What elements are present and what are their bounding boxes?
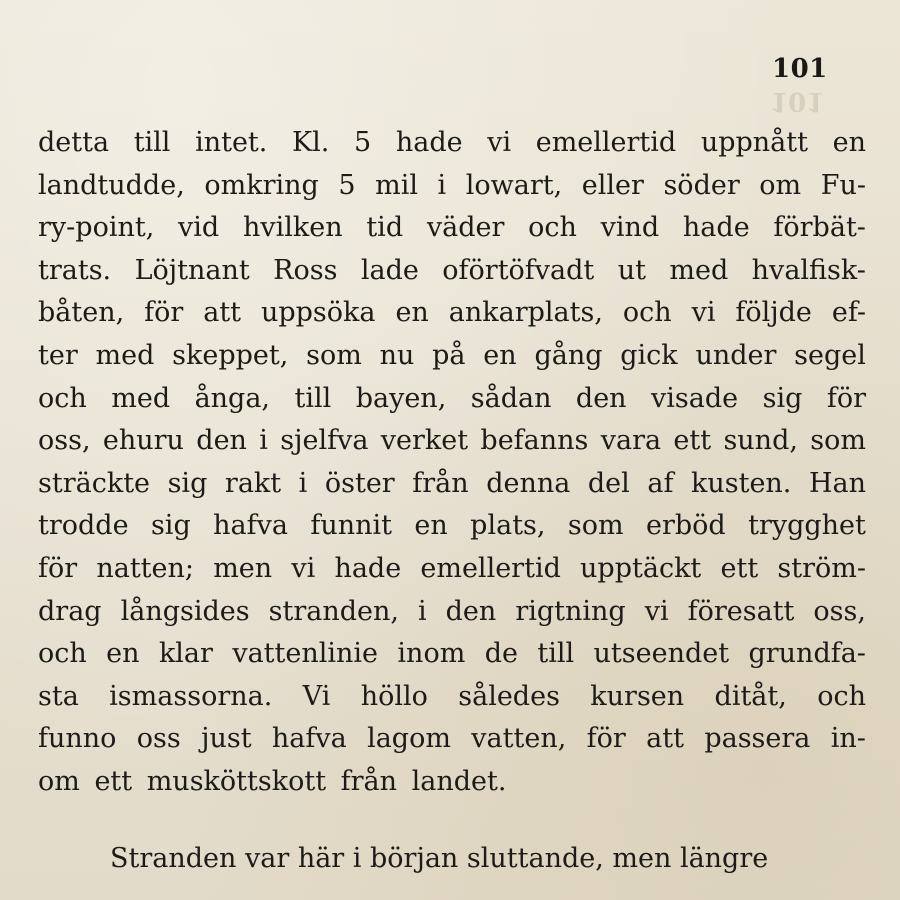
word: hafva xyxy=(271,723,347,755)
word: men xyxy=(213,552,273,584)
word: vatten, xyxy=(471,723,567,755)
page-number: 101 xyxy=(772,54,828,84)
word: sig xyxy=(762,382,803,414)
word: just xyxy=(201,723,252,755)
word: i xyxy=(417,595,427,627)
word: funnit xyxy=(310,510,393,542)
word: till xyxy=(133,127,171,158)
word: att xyxy=(646,723,684,755)
word: klar xyxy=(158,638,213,670)
word: och xyxy=(38,382,87,414)
word: upptäckt xyxy=(580,552,702,584)
word: och xyxy=(38,638,87,670)
word: vi xyxy=(487,127,512,158)
word: för xyxy=(144,297,184,329)
word: del xyxy=(587,467,630,499)
word: den xyxy=(445,595,497,627)
text-line: Stranden var här i början sluttande, men längre xyxy=(110,842,769,874)
text-line xyxy=(38,420,866,463)
word: om xyxy=(759,169,802,201)
word: vattenlinie xyxy=(232,638,379,670)
word: lagom xyxy=(367,723,451,755)
word: söder xyxy=(663,169,740,201)
text-line xyxy=(38,378,866,421)
word: till xyxy=(294,382,332,414)
word: intet. xyxy=(195,127,268,158)
word: drag xyxy=(38,595,102,627)
word: gick xyxy=(620,339,678,371)
word: hade xyxy=(334,552,402,584)
text-line xyxy=(38,505,866,548)
word: den xyxy=(196,425,247,457)
word: med xyxy=(95,339,155,371)
word: ry-point, xyxy=(38,212,155,244)
word: detta xyxy=(38,127,110,158)
word: ef- xyxy=(831,297,866,329)
word: hade xyxy=(395,127,463,158)
word: Ross xyxy=(273,254,338,286)
word: tid xyxy=(366,212,404,244)
word: förbät- xyxy=(773,212,866,244)
word: i xyxy=(437,169,447,201)
word: sig xyxy=(167,467,208,499)
word: lade xyxy=(360,254,419,286)
word: och xyxy=(528,212,577,244)
word: in- xyxy=(830,723,866,755)
word: Kl. xyxy=(292,127,330,158)
word: plats, xyxy=(470,510,546,542)
text-line xyxy=(38,250,866,293)
word: som xyxy=(810,425,866,457)
word: visade xyxy=(651,382,739,414)
text-line xyxy=(38,292,866,335)
word: 5 xyxy=(338,169,356,201)
word: kursen xyxy=(590,680,685,712)
text-line xyxy=(38,335,866,378)
word: ehuru xyxy=(102,425,184,457)
word: af xyxy=(647,467,674,499)
word: denna xyxy=(486,467,571,499)
word: således xyxy=(458,680,560,712)
word: oss, xyxy=(813,595,866,627)
word: och xyxy=(622,297,672,329)
word: vid xyxy=(178,212,220,244)
word: 5 xyxy=(354,127,372,158)
word: trygghet xyxy=(748,510,866,542)
text-line xyxy=(38,676,866,719)
word: gång xyxy=(534,339,603,371)
word: skeppet, xyxy=(172,339,289,371)
word: under xyxy=(695,339,777,371)
word: passera xyxy=(704,723,811,755)
word: sta xyxy=(38,680,79,712)
word: sträckte xyxy=(38,467,151,499)
word: för xyxy=(826,382,866,414)
word: följde xyxy=(735,297,812,329)
word: funno xyxy=(38,723,117,755)
word: eller xyxy=(581,169,644,201)
word: oförtöfvadt xyxy=(442,254,595,286)
text-line xyxy=(38,548,866,591)
word: grundfa- xyxy=(748,638,866,670)
word: med xyxy=(669,254,729,286)
word: sig xyxy=(150,510,191,542)
text-line xyxy=(38,207,866,250)
word: verket xyxy=(380,425,469,457)
word: emellertid xyxy=(420,552,561,584)
word: Han xyxy=(808,467,866,499)
word: vi xyxy=(291,552,316,584)
word: trats. xyxy=(38,254,112,286)
word: en xyxy=(483,339,517,371)
word: ett xyxy=(720,552,759,584)
paragraph xyxy=(38,838,866,881)
word: höllo xyxy=(360,680,428,712)
word: landtudde, xyxy=(38,169,185,201)
word: med xyxy=(111,382,171,414)
word: ut xyxy=(617,254,646,286)
word: oss, xyxy=(38,425,91,457)
word: en xyxy=(832,127,866,158)
word: väder xyxy=(426,212,505,244)
word: nu xyxy=(379,339,415,371)
word: hade xyxy=(682,212,750,244)
word: inom xyxy=(397,638,466,670)
word: och xyxy=(817,680,866,712)
word: hvilken xyxy=(242,212,343,244)
word: hafva xyxy=(213,510,288,542)
word: ånga, xyxy=(194,382,271,414)
word: uppnått xyxy=(700,127,808,158)
paragraph xyxy=(38,122,866,804)
word: en xyxy=(395,297,429,329)
word: trodde xyxy=(38,510,129,542)
word: stranden, xyxy=(268,595,399,627)
word: natten; xyxy=(96,552,194,584)
word: uppsöka xyxy=(260,297,376,329)
word: i xyxy=(298,467,308,499)
word: vara xyxy=(600,425,662,457)
word: den xyxy=(575,382,627,414)
word: som xyxy=(306,339,362,371)
word: som xyxy=(567,510,624,542)
word: på xyxy=(432,339,466,371)
word: vi xyxy=(644,595,669,627)
word: sund, xyxy=(723,425,798,457)
word: mil xyxy=(375,169,418,201)
word: vind xyxy=(600,212,660,244)
word: omkring xyxy=(204,169,319,201)
text-line xyxy=(38,463,866,506)
word: ankarplats, xyxy=(448,297,603,329)
word: vi xyxy=(691,297,716,329)
word: oss xyxy=(136,723,181,755)
text-line: om ett musköttskott från landet. xyxy=(38,765,507,797)
word: segel xyxy=(794,339,866,371)
word: långsides xyxy=(120,595,250,627)
word: en xyxy=(106,638,140,670)
word: hvalfisk- xyxy=(751,254,866,286)
word: ter xyxy=(38,339,78,371)
word: emellertid xyxy=(535,127,677,158)
word: erböd xyxy=(645,510,726,542)
word: sjelfva xyxy=(280,425,369,457)
word: rigtning xyxy=(515,595,626,627)
text-line xyxy=(38,122,866,165)
text-line xyxy=(38,165,866,208)
word: Vi xyxy=(302,680,331,712)
bleed-through-number: 101 xyxy=(770,86,825,116)
word: Löjtnant xyxy=(134,254,250,286)
body-text xyxy=(38,122,866,880)
word: ismassorna. xyxy=(109,680,273,712)
word: en xyxy=(414,510,448,542)
text-line xyxy=(38,591,866,634)
word: till xyxy=(537,638,575,670)
word: utseendet xyxy=(593,638,730,670)
word: kusten. xyxy=(690,467,792,499)
word: föresatt xyxy=(687,595,795,627)
word: att xyxy=(203,297,242,329)
word: för xyxy=(586,723,626,755)
word: rakt xyxy=(224,467,282,499)
word: sådan xyxy=(470,382,552,414)
text-line xyxy=(38,633,866,676)
word: ett xyxy=(673,425,712,457)
word: ditåt, xyxy=(714,680,787,712)
word: ström- xyxy=(777,552,866,584)
word: båten, xyxy=(38,297,125,329)
word: Fu- xyxy=(820,169,866,201)
word: från xyxy=(412,467,469,499)
word: för xyxy=(38,552,78,584)
word: lowart, xyxy=(465,169,563,201)
text-line xyxy=(38,718,866,761)
word: i xyxy=(259,425,268,457)
word: öster xyxy=(324,467,395,499)
word: de xyxy=(484,638,518,670)
word: befanns xyxy=(480,425,589,457)
word: bayen, xyxy=(355,382,447,414)
